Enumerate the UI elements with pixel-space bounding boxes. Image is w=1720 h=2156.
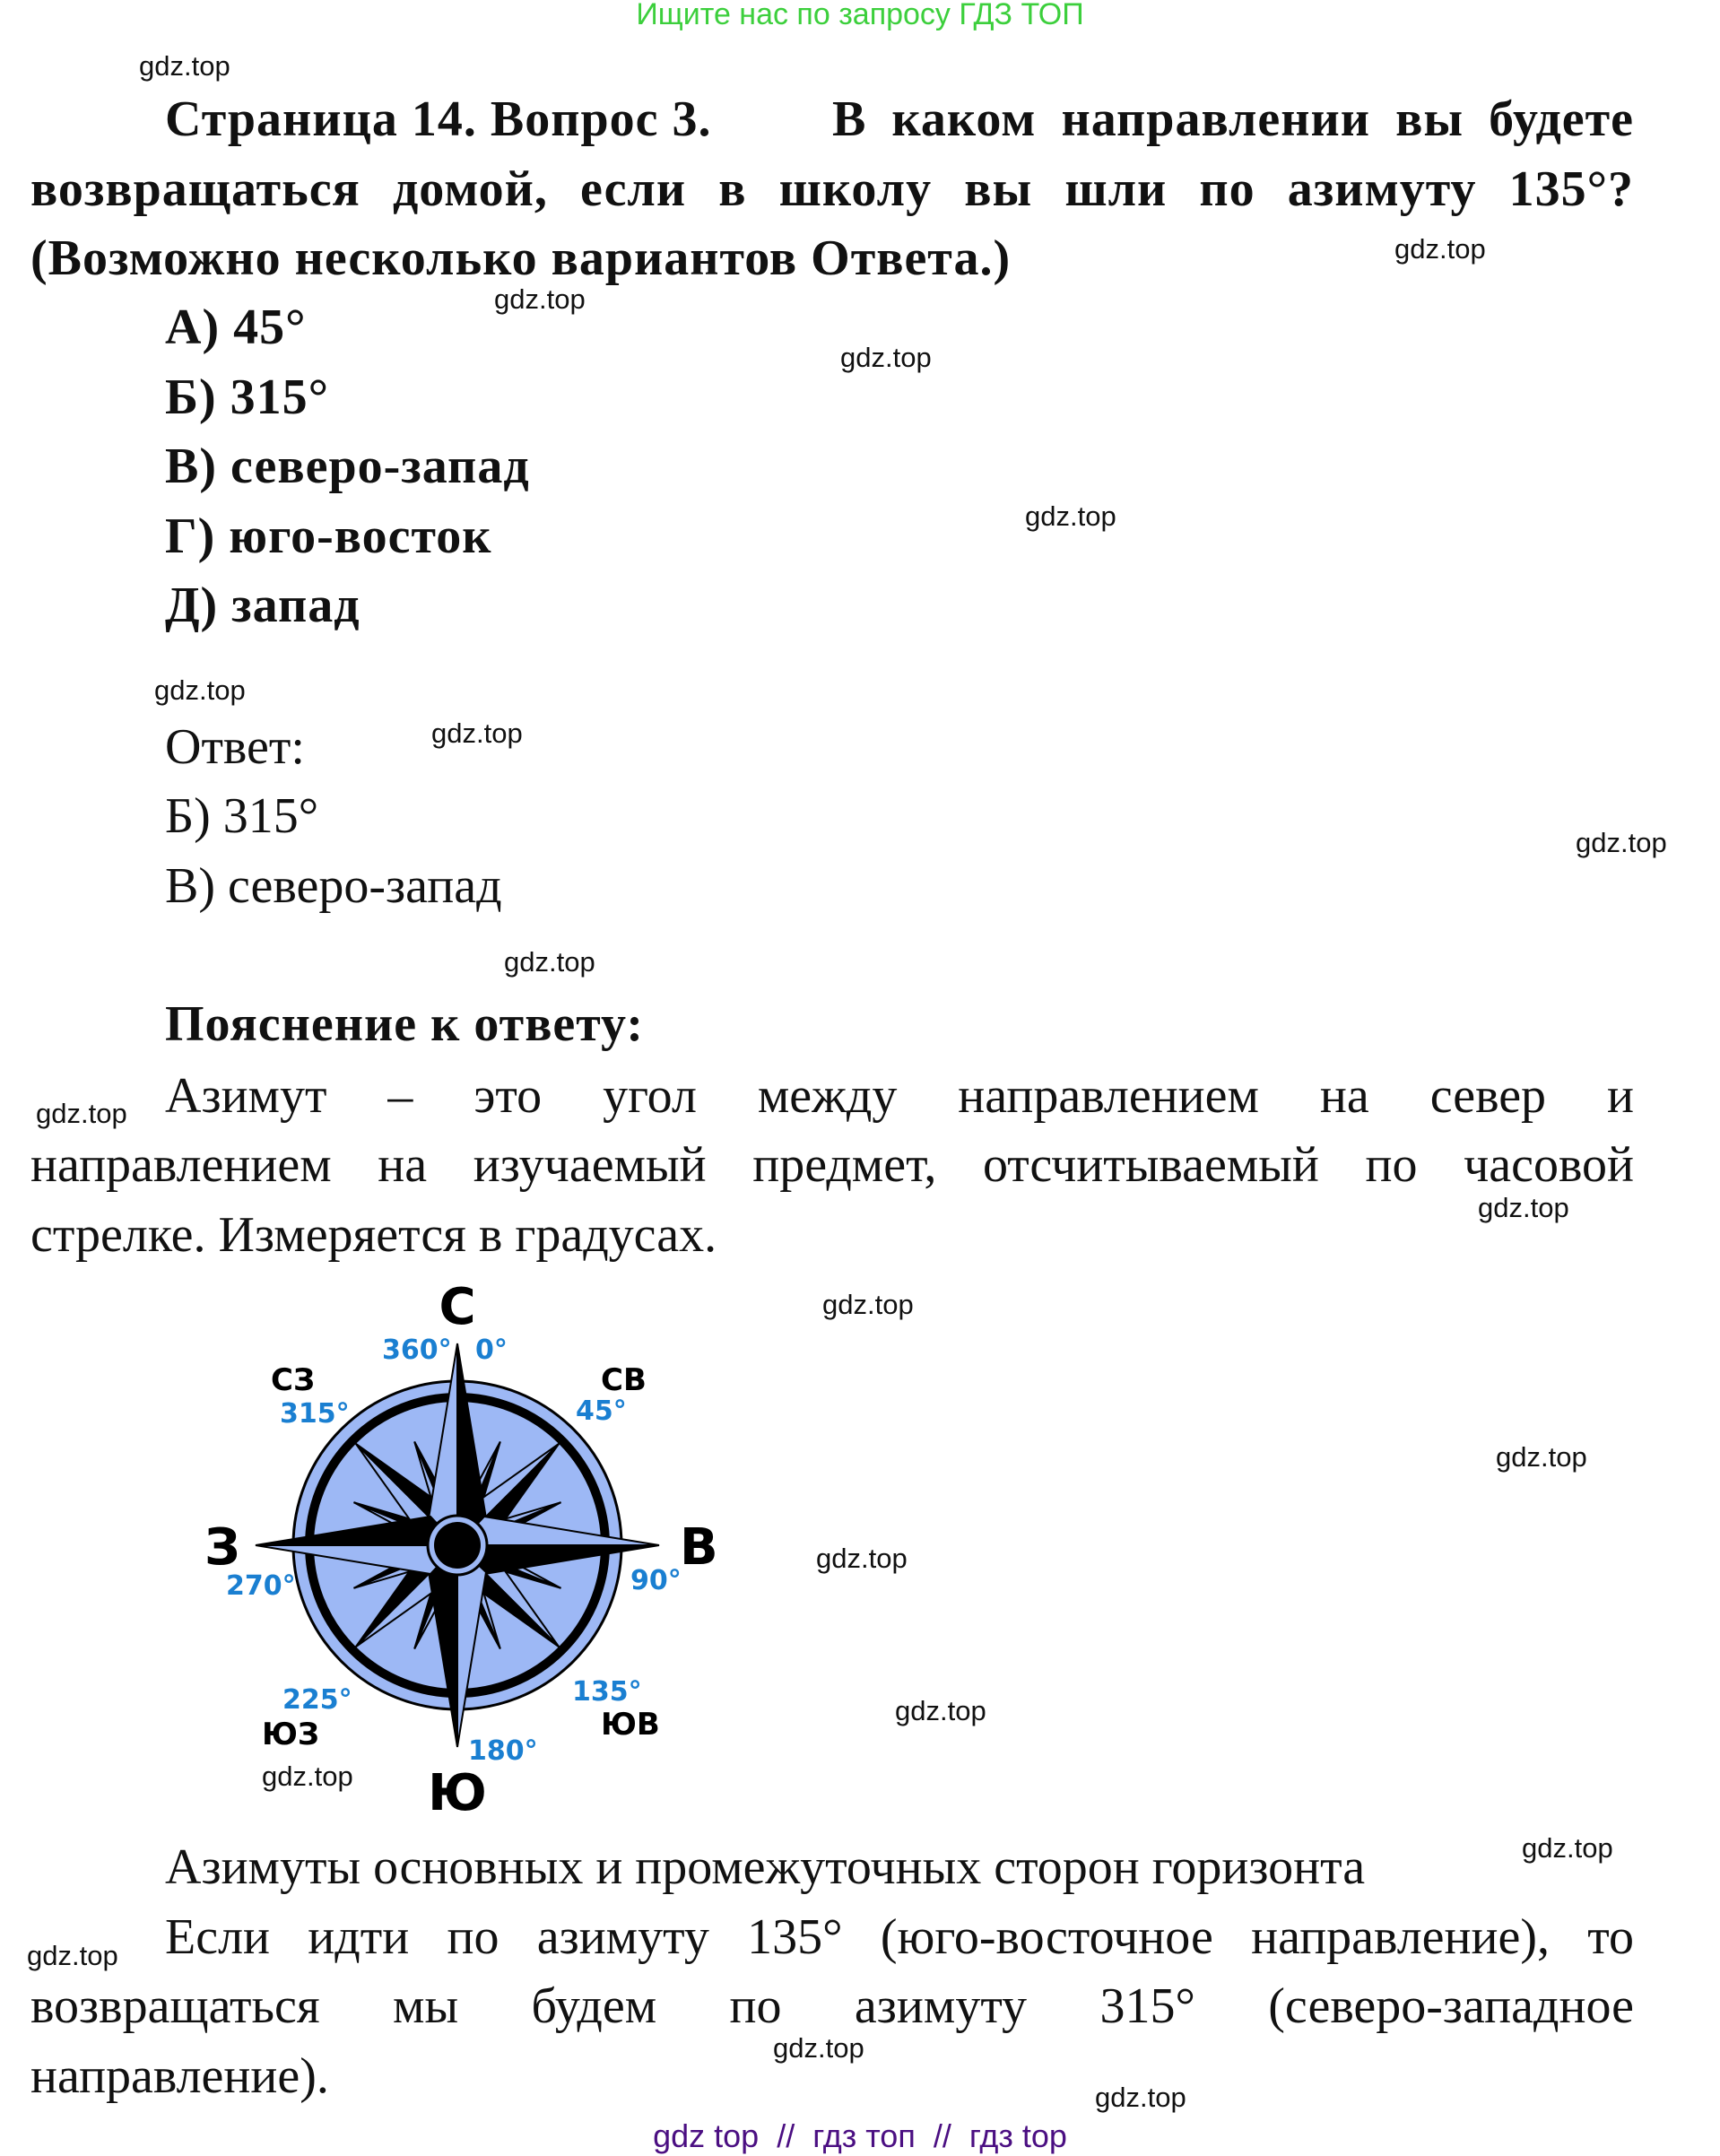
label-southeast: ЮВ (601, 1707, 660, 1743)
option-b: Б) 315° (165, 369, 330, 425)
question-text-line1: В каком направлении вы будете (832, 91, 1634, 147)
deg-0: 0° (475, 1334, 508, 1366)
explanation-heading: Пояснение к ответу: (165, 996, 644, 1052)
explanation-p1-line2: направлением на изучаемый предмет, отсчитываемый по часовой (30, 1137, 1634, 1193)
label-north: С (439, 1278, 476, 1336)
deg-135: 135° (572, 1676, 642, 1708)
deg-180: 180° (468, 1735, 538, 1767)
watermark: gdz.top (139, 50, 230, 82)
answer-item: Б) 315° (165, 788, 319, 844)
label-northeast: СВ (601, 1362, 647, 1398)
label-northwest: СЗ (271, 1362, 316, 1398)
question-text-line3: (Возможно несколько вариантов Ответа.) (30, 230, 1012, 286)
explanation-p2-line3: направление). (30, 2048, 329, 2104)
option-c: В) северо-запад (165, 439, 530, 494)
question-label: Страница 14. Вопрос 3. (165, 91, 712, 147)
deg-315: 315° (280, 1398, 350, 1430)
watermark: gdz.top (1522, 1832, 1613, 1864)
deg-225: 225° (282, 1684, 352, 1716)
watermark: gdz.top (895, 1695, 986, 1726)
watermark: gdz.top (262, 1760, 353, 1792)
answer-label: Ответ: (165, 719, 305, 775)
option-d: Г) юго-восток (165, 509, 492, 564)
answer-item: В) северо-запад (165, 858, 502, 914)
explanation-p1-line1: Азимут – это угол между направлением на север и (165, 1068, 1634, 1124)
watermark: gdz.top (154, 674, 246, 706)
label-east: В (680, 1518, 718, 1577)
deg-360: 360° (382, 1334, 452, 1366)
explanation-p2-line2: возвращаться мы будем по азимуту 315° (северо-западное (30, 1978, 1634, 2034)
watermark: gdz.top (1576, 827, 1667, 858)
watermark: gdz.top (1095, 2082, 1186, 2113)
deg-270: 270° (226, 1570, 296, 1602)
watermark: gdz.top (1478, 1192, 1569, 1223)
deg-45: 45° (576, 1395, 627, 1427)
footer-links[interactable]: gdz top // гдз топ // гдз top (653, 2117, 1067, 2154)
deg-90: 90° (630, 1565, 682, 1596)
watermark: gdz.top (494, 283, 586, 315)
watermark: gdz.top (1025, 500, 1116, 532)
option-e: Д) запад (165, 578, 361, 633)
label-west: З (204, 1518, 240, 1577)
watermark: gdz.top (36, 1098, 127, 1129)
watermark: gdz.top (773, 2032, 864, 2064)
compass-rose-diagram (179, 1256, 762, 1821)
watermark: gdz.top (822, 1289, 914, 1320)
label-southwest: ЮЗ (262, 1717, 320, 1752)
watermark: gdz.top (1394, 233, 1486, 265)
watermark: gdz.top (431, 717, 523, 749)
explanation-p2-line1: Если идти по азимуту 135° (юго-восточное направление), то (165, 1909, 1634, 1965)
explanation-p1-line3: стрелке. Измеряется в градусах. (30, 1207, 717, 1263)
watermark: gdz.top (840, 342, 932, 373)
option-a: А) 45° (165, 300, 307, 355)
label-south: Ю (428, 1764, 487, 1821)
watermark: gdz.top (1496, 1441, 1587, 1473)
watermark: gdz.top (27, 1940, 118, 1971)
watermark: gdz.top (504, 946, 595, 978)
question-text-line2: возвращаться домой, если в школу вы шли по азимуту 135°? (30, 161, 1634, 217)
search-banner[interactable]: Ищите нас по запросу ГДЗ ТОП (636, 0, 1084, 31)
watermark: gdz.top (816, 1543, 908, 1574)
compass-caption: Азимуты основных и промежуточных сторон горизонта (165, 1839, 1366, 1895)
